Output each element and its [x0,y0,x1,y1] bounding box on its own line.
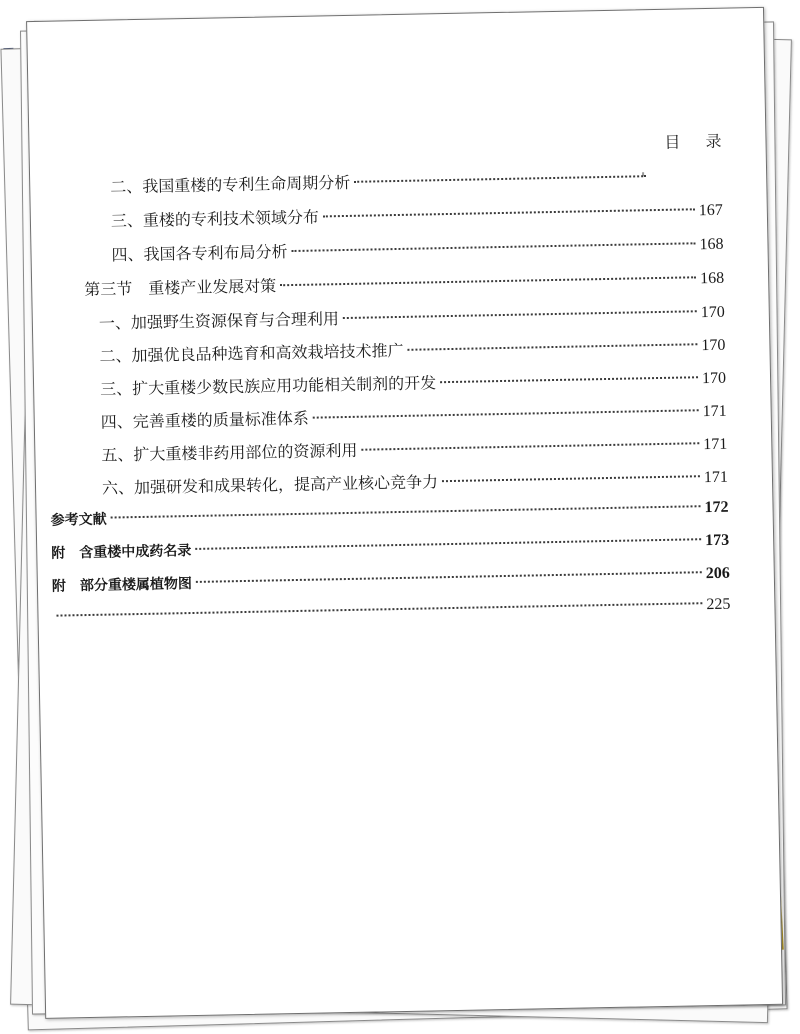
toc-entry-title: 参考文献 [50,511,107,529]
toc-leader-dots [195,538,701,550]
toc-entry-title: 二、加强优良品种选育和高效栽培技术推广 [99,340,404,366]
toc-entry-title: 第三节 重楼产业发展对策 [84,276,277,300]
toc-leader-dots [440,376,698,383]
toc-entry-page: 167 [698,201,723,220]
toc-entry [52,596,730,633]
toc-entry-title: 二、我国重楼的专利生命周期分析 [110,172,351,197]
toc-entry-page: 225 [706,595,731,614]
toc-entry-page: 173 [705,531,730,550]
toc-entry-title: 五、扩大重楼非药用部位的资源利用 [101,440,358,465]
toc-entry-page: 170 [700,303,725,322]
toc-entry [101,398,727,434]
toc-entry [100,365,726,401]
toc-entry [84,265,724,301]
toc-entry-page: 172 [704,498,729,517]
page-header: 目 录 [664,131,732,152]
toc-entry-page: 171 [703,468,729,487]
toc-entry [50,497,728,534]
toc-leader-dots [361,442,699,450]
toc-entry-title: 三、重楼的专利技术领域分布 [110,207,320,231]
toc-entry-title: 六、加强研发和成果转化，提高产业核心竞争力 [101,472,439,498]
toc-leader-dots [323,208,695,217]
toc-entry-page: 168 [699,235,724,254]
toc-leader-dots [292,242,696,252]
toc-entry-title: 四、完善重楼的质量标准体系 [100,408,309,432]
toc-leader-dots [111,505,701,518]
toc-entry [111,197,723,233]
toc-page [26,7,783,1019]
toc-entry-page: 171 [703,435,728,454]
toc-leader-dots [442,475,700,482]
toc-entry [52,563,730,600]
toc-entry [102,464,728,500]
toc-entry [51,530,729,567]
toc-leader-dots [343,310,697,319]
toc-leader-dots [56,602,702,616]
toc-entry-page: 206 [705,564,730,583]
toc-entry [101,431,727,467]
toc-entry [110,164,650,198]
toc-entry [111,231,723,267]
toc-entry-page: 170 [701,336,726,355]
toc-leader-dots [354,175,646,183]
toc-entry [99,299,725,335]
toc-entry-title: 一、加强野生资源保育与合理利用 [98,309,340,333]
toc-entry-title: 附 含重楼中成药名录 [51,543,192,562]
toc-entry-page: 168 [699,269,725,288]
toc-leader-dots [407,343,697,351]
toc-entry-page: 171 [702,402,727,421]
toc-leader-dots [280,276,696,286]
toc-entry-title: 四、我国各专利布局分析 [111,242,288,265]
toc-leader-dots [313,409,699,418]
toc-leader-dots [196,571,702,583]
toc-entry-title: 三、扩大重楼少数民族应用功能相关制剂的开发 [99,373,437,399]
toc-entry [99,332,725,368]
toc-entry-title: 附 部分重楼属植物图 [51,576,193,595]
toc-entry-page: 170 [701,369,727,388]
